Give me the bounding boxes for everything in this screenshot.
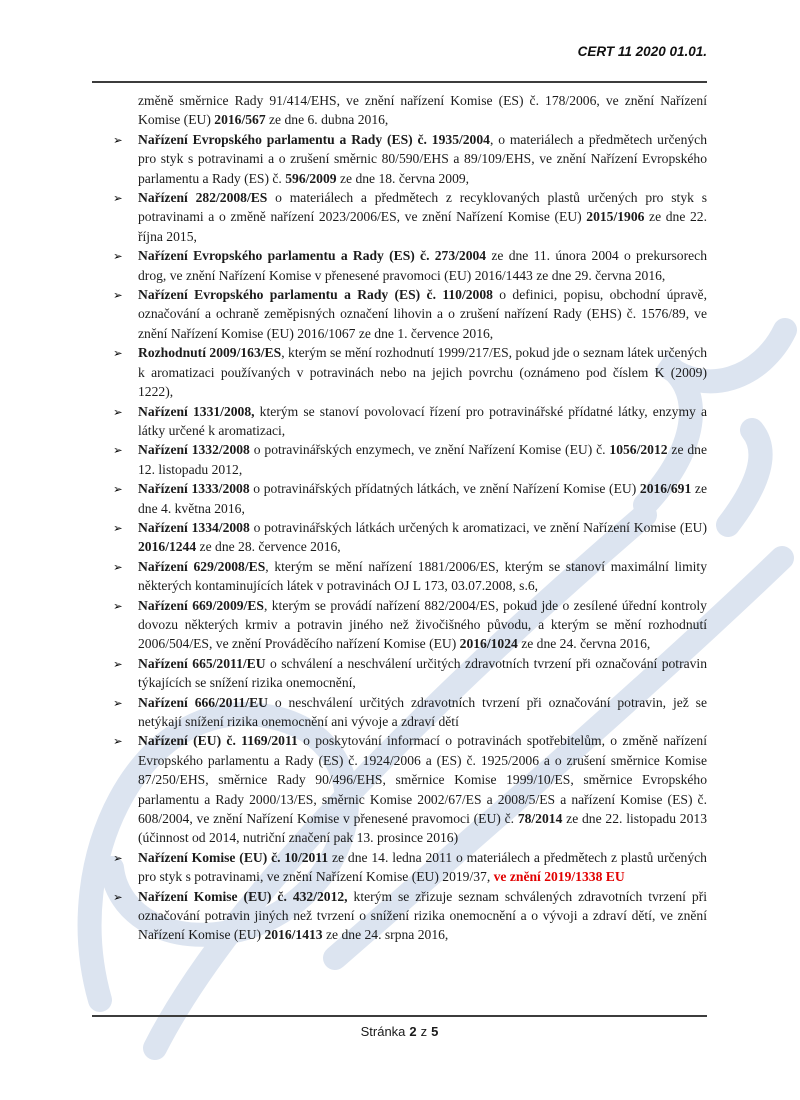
body-text: ze dne 18. června 2009,: [336, 170, 470, 186]
body-text: změně směrnice Rady 91/414/EHS, ve znění nařízení Komise (ES) č. 178/2006, ve znění Nařízení Komise (EU): [138, 93, 707, 128]
paragraph-text: [138, 520, 707, 554]
regulation-reference-bold: 2016/1024: [459, 636, 518, 652]
paragraph-text: [138, 559, 707, 593]
paragraph-text: [138, 695, 707, 729]
regulation-reference-bold: 2016/1244: [138, 539, 197, 555]
paragraph-text: [138, 733, 707, 845]
regulation-reference-bold: Rozhodnutí 2009/163/ES: [138, 345, 282, 361]
list-item: [92, 343, 707, 401]
footer-page-number: 2: [409, 1024, 417, 1039]
list-item: [92, 246, 707, 285]
body-text: o definici, popisu, obchodní úpravě, označování a ochraně zeměpisných označení lihovin a o zrušení nařízení Rady (EHS) č. 1576/89, ve znění Nařízení Komise (EU) 2016/1067 ze dne 1. července 2016,: [138, 287, 707, 341]
list-item: [92, 285, 707, 343]
paragraph-text: [138, 656, 707, 690]
bullet-arrow-icon: ➢: [113, 443, 123, 458]
bullet-arrow-icon: ➢: [113, 249, 123, 264]
bullet-arrow-icon: ➢: [113, 346, 123, 361]
list-item: [92, 693, 707, 732]
bullet-arrow-icon: ➢: [113, 132, 123, 147]
bullet-arrow-icon: ➢: [113, 889, 123, 904]
footer-separator: z: [420, 1024, 428, 1039]
body-text: ze dne 22. listopadu 2013 (účinnost od 2014, nutriční značení pak 13. prosince 2016): [138, 811, 707, 846]
amendment-highlight-red: ve znění 2019/1338 EU: [493, 869, 625, 885]
regulation-reference-bold: Nařízení 1332/2008: [138, 442, 250, 458]
bullet-arrow-icon: ➢: [113, 695, 123, 710]
regulation-reference-bold: 1056/2012: [609, 442, 668, 458]
body-text: o materiálech a předmětech z recyklovaných plastů určených pro styk s potravinami a o změně nařízení 2023/2006/ES, ve znění Nařízení Komise (EU): [138, 190, 707, 225]
body-text: o poskytování informací o potravinách spotřebitelům, o změně nařízení Evropského parlamentu a Rady (ES) č. 1924/2006 a (ES) č. 1925/2006 a o zrušení směrnice Komise 87/250/EHS, směrnice Rady 90/496/EHS, směrnice Komise 1999/10/ES, směrnice Evropského parlamentu a Rady 2000/13/ES, směrnic Komise 2002/67/ES a 2008/5/ES a nařízení Komise (ES) č. 608/2004, ve znění Nařízení Komise v přenesené pravomoci (EU) č.: [138, 733, 707, 827]
list-item: [92, 440, 707, 479]
footer-rule: [92, 1015, 707, 1017]
list-item: [92, 596, 707, 654]
bullet-arrow-icon: ➢: [113, 520, 123, 535]
body-text: o potravinářských přídatných látkách, ve znění Nařízení Komise (EU): [249, 481, 640, 497]
regulation-reference-bold: 596/2009: [285, 170, 337, 186]
bullet-arrow-icon: ➢: [113, 482, 123, 497]
regulation-reference-bold: Nařízení 666/2011/EU: [138, 694, 268, 710]
body-text: kterým se zřizuje seznam schválených zdravotních tvrzení při označování potravin jiných než tvrzení o snížení rizika onemocnění a o vývoji a zdraví dětí, ve znění Nařízení Komise (EU): [138, 888, 707, 943]
regulation-reference-bold: 78/2014: [517, 811, 563, 827]
list-item: [92, 130, 707, 188]
body-text: ze dne 12. listopadu 2012,: [138, 442, 707, 477]
list-item: [92, 731, 707, 847]
body-text: o schválení a neschválení určitých zdravotních tvrzení při označování potravin týkajících se snížení rizika onemocnění,: [138, 655, 708, 691]
paragraph-text: [138, 93, 707, 127]
list-item: [92, 848, 707, 887]
paragraph-text: [138, 481, 707, 515]
bullet-arrow-icon: ➢: [113, 598, 123, 613]
document-body: [92, 91, 707, 945]
paragraph-continuation: [92, 91, 707, 130]
paragraph-text: [138, 345, 707, 399]
body-text: ze dne 24. června 2016,: [517, 636, 651, 652]
bullet-arrow-icon: ➢: [113, 656, 123, 671]
regulation-reference-bold: Nařízení Evropského parlamentu a Rady (ES) č. 110/2008: [138, 287, 493, 303]
regulation-reference-bold: Nařízení Komise (EU) č. 432/2012,: [138, 888, 348, 904]
regulation-reference-bold: 2016/691: [639, 481, 692, 497]
list-item: [92, 479, 707, 518]
page-footer: [92, 1024, 707, 1039]
paragraph-text: [138, 248, 707, 282]
body-text: , kterým se mění nařízení 1881/2006/ES, kterým se stanoví maximální limity některých kontaminujících látek v potravinách OJ L 173, 03.07.2008, s.6,: [138, 558, 707, 594]
list-item: [92, 654, 707, 693]
paragraph-text: [138, 190, 707, 244]
page-header-title: CERT 11 2020 01.01.: [577, 44, 707, 59]
body-text: o potravinářských enzymech, ve znění Nařízení Komise (EU) č.: [249, 442, 610, 458]
regulation-reference-bold: 2016/567: [214, 112, 266, 128]
header-rule: [92, 81, 707, 83]
body-text: o potravinářských látkách určených k aromatizaci, ve znění Nařízení Komise (EU): [249, 519, 707, 535]
body-text: ze dne 24. srpna 2016,: [322, 927, 449, 943]
regulation-reference-bold: Nařízení 282/2008/ES: [138, 190, 268, 206]
regulation-reference-bold: Nařízení 665/2011/EU: [138, 655, 266, 671]
regulation-reference-bold: Nařízení 669/2009/ES: [138, 597, 264, 613]
regulation-reference-bold: Nařízení Evropského parlamentu a Rady (ES) č. 1935/2004: [138, 131, 490, 147]
footer-total-pages: 5: [431, 1024, 439, 1039]
list-item: [92, 402, 707, 441]
body-text: ze dne 6. dubna 2016,: [265, 112, 389, 128]
body-text: ze dne 28. července 2016,: [196, 539, 341, 555]
list-item: [92, 518, 707, 557]
body-text: ze dne 22. října 2015,: [138, 209, 707, 244]
bullet-arrow-icon: ➢: [113, 191, 123, 206]
list-item: [92, 188, 707, 246]
paragraph-text: [138, 442, 707, 476]
list-item: [92, 557, 707, 596]
list-item: [92, 887, 707, 945]
body-text: , o materiálech a předmětech určených pro styk s potravinami a o zrušení směrnic 80/590/EHS a 89/109/EHS, ve znění Nařízení Evropského parlamentu a Rady (ES) č.: [138, 131, 707, 186]
paragraph-text: [138, 850, 707, 884]
regulation-reference-bold: Nařízení Komise (EU) č. 10/2011: [138, 849, 329, 865]
regulation-reference-bold: Nařízení 1333/2008: [138, 481, 250, 497]
regulation-reference-bold: 2016/1413: [264, 927, 323, 943]
bullet-arrow-icon: ➢: [113, 559, 123, 574]
footer-label: Stránka: [360, 1024, 406, 1039]
regulation-reference-bold: 2015/1906: [586, 209, 645, 225]
regulation-reference-bold: Nařízení 629/2008/ES: [138, 558, 266, 574]
body-text: ze dne 11. února 2004 o prekursorech drog, ve znění Nařízení Komise v přenesené pravomoci (EU) 2016/1443 ze dne 29. června 2016,: [138, 248, 707, 283]
paragraph-text: [138, 404, 707, 438]
body-text: o neschválení určitých zdravotních tvrzení při označování potravin, jež se netýkají snížení rizika onemocnění ani vývoje a zdraví dětí: [138, 694, 707, 729]
paragraph-text: [138, 287, 707, 341]
body-text: , kterým se mění rozhodnutí 1999/217/ES, pokud jde o seznam látek určených k aromatizaci používaných v potravinách nebo na jejich povrchu (oznámeno pod číslem K (2009) 1222),: [138, 345, 707, 400]
paragraph-text: [138, 132, 707, 186]
regulation-reference-bold: Nařízení 1331/2008,: [138, 403, 255, 419]
regulation-reference-bold: Nařízení 1334/2008: [138, 519, 250, 535]
body-text: ze dne 4. května 2016,: [138, 481, 707, 516]
body-text: kterým se stanoví povolovací řízení pro potravinářské přídatné látky, enzymy a látky určené k aromatizaci,: [138, 403, 707, 438]
body-text: , kterým se provádí nařízení 882/2004/ES, pokud jde o zesílené úřední kontroly dovozu některých krmiv a potravin jiného než živočišného původu, a kterým se mění rozhodnutí 2006/504/ES, ve znění Prováděcího nařízení Komise (EU): [138, 597, 707, 652]
body-text: ze dne 14. ledna 2011 o materiálech a předmětech z plastů určených pro styk s potravinami, ve znění Nařízení Komise (EU) 2019/37,: [138, 849, 707, 885]
bullet-arrow-icon: ➢: [113, 734, 123, 749]
bullet-arrow-icon: ➢: [113, 404, 123, 419]
bullet-arrow-icon: ➢: [113, 288, 123, 303]
paragraph-text: [138, 598, 707, 652]
regulation-reference-bold: Nařízení (EU) č. 1169/2011: [138, 733, 298, 749]
paragraph-text: [138, 889, 707, 943]
bullet-arrow-icon: ➢: [113, 850, 123, 865]
regulation-reference-bold: Nařízení Evropského parlamentu a Rady (ES) č. 273/2004: [138, 248, 487, 264]
